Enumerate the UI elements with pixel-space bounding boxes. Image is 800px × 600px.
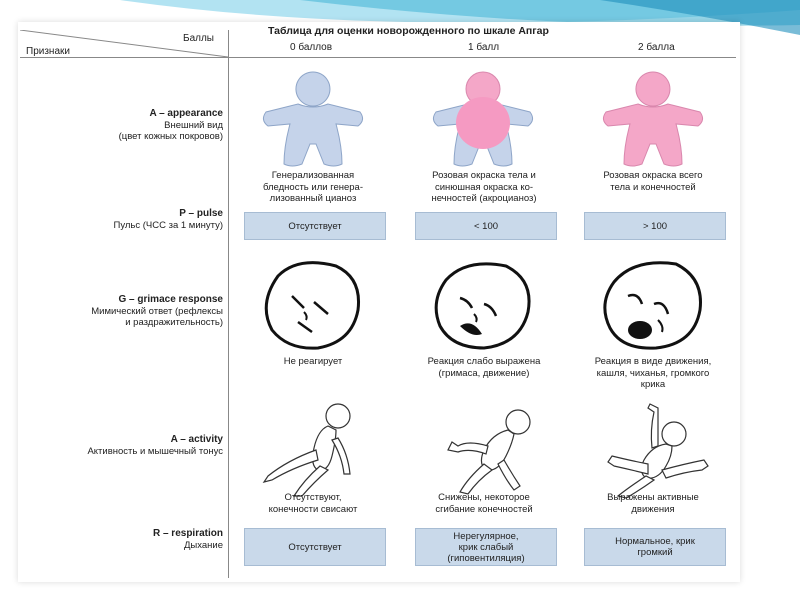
appearance-1-desc: Розовая окраска тела и синюшная окраска ко- нечностей (акроцианоз) — [431, 170, 537, 204]
col-2-header: 2 балла — [638, 42, 675, 53]
pulse-0-box: Отсутствует — [244, 212, 386, 240]
scores-label: Баллы — [183, 33, 214, 44]
table-title: Таблица для оценки новорожденного по шкале Апгар — [268, 25, 549, 37]
respiration-1-box: Нерегулярное, крик слабый (гиповентиляция) — [415, 528, 557, 566]
label-grimace: G – grimace response Мимический ответ (рефлексы и раздражительность) — [91, 294, 223, 328]
activity-0-desc: Отсутствуют, конечности свисают — [268, 492, 358, 515]
signs-label: Признаки — [26, 46, 70, 57]
face-no-reaction-icon — [258, 258, 368, 350]
label-appearance: A – appearance Внешний вид (цвет кожных покровов) — [118, 108, 223, 142]
face-weak-grimace-icon — [428, 258, 538, 350]
grimace-0-desc: Не реагирует — [283, 356, 343, 367]
baby-pale-figure — [258, 68, 368, 168]
infant-limp-icon — [248, 400, 378, 500]
label-activity: A – activity Активность и мышечный тонус — [87, 434, 223, 457]
grimace-1-desc: Реакция слабо выражена (гримаса, движение) — [427, 356, 541, 379]
pulse-2-box: > 100 — [584, 212, 726, 240]
label-respiration: R – respiration Дыхание — [152, 528, 223, 551]
appearance-2-desc: Розовая окраска всего тела и конечностей — [603, 170, 703, 193]
baby-pink-figure — [598, 68, 708, 168]
face-strong-cry-icon — [598, 258, 708, 350]
respiration-0-box: Отсутствует — [244, 528, 386, 566]
col-0-header: 0 баллов — [290, 42, 333, 53]
activity-1-desc: Снижены, некоторое сгибание конечностей — [435, 492, 533, 515]
infant-flexed-icon — [418, 400, 548, 500]
grimace-2-desc: Реакция в виде движения, кашля, чиханья, громкого крика — [594, 356, 712, 390]
apgar-table — [18, 22, 740, 582]
baby-acrocyanosis-figure — [428, 68, 538, 168]
label-pulse: P – pulse Пульс (ЧСС за 1 минуту) — [113, 208, 223, 231]
activity-2-desc: Выражены активные движения — [607, 492, 699, 515]
col-1-header: 1 балл — [468, 42, 500, 53]
appearance-0-desc: Генерализованная бледность или генера- лизованный цианоз — [263, 170, 363, 204]
infant-active-icon — [588, 400, 728, 500]
pulse-1-box: < 100 — [415, 212, 557, 240]
header-divider — [20, 57, 736, 58]
respiration-2-box: Нормальное, крик громкий — [584, 528, 726, 566]
